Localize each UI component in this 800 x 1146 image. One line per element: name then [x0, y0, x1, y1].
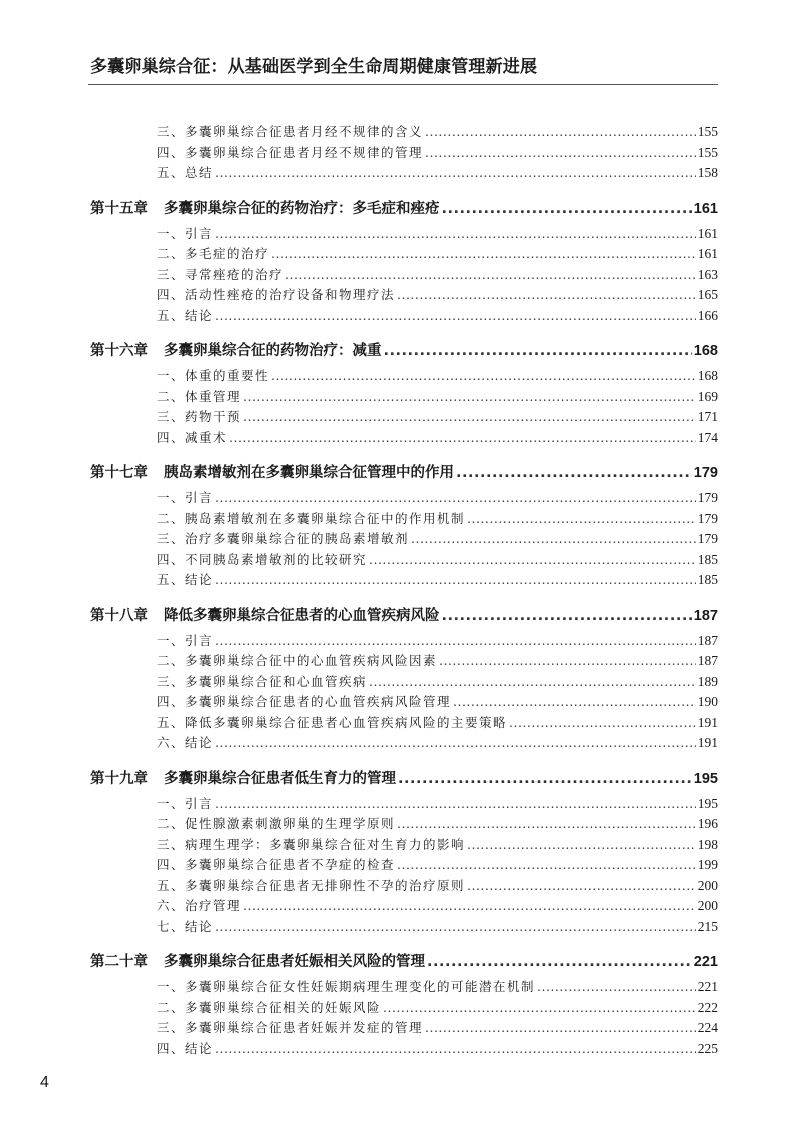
section-label: 三、药物干预	[157, 409, 242, 424]
section-page-number: 224	[697, 1020, 718, 1035]
toc-section-entry[interactable]	[90, 122, 718, 143]
chapter-page-number: 161	[693, 200, 718, 217]
section-label: 二、多毛症的治疗	[157, 246, 270, 261]
chapter-number: 第十五章	[90, 200, 148, 217]
section-label: 四、活动性痤疮的治疗设备和物理疗法	[157, 287, 396, 302]
section-label: 一、引言	[157, 490, 214, 505]
toc-section-entry[interactable]	[90, 529, 718, 550]
section-label: 三、寻常痤疮的治疗	[157, 266, 284, 282]
section-page-number: 179	[697, 531, 718, 546]
section-label: 三、多囊卵巢综合征患者妊娠并发症的管理	[157, 1020, 424, 1035]
toc-section-entry[interactable]	[90, 855, 718, 876]
section-label: 五、降低多囊卵巢综合征患者心血管疾病风险的主要策略	[157, 714, 508, 730]
section-label: 二、多囊卵巢综合征中的心血管疾病风险因素	[157, 653, 438, 668]
section-label: 四、多囊卵巢综合征患者不孕症的检查	[157, 857, 396, 872]
chapter-block	[90, 947, 718, 1059]
dot-leader	[369, 550, 696, 571]
toc-section-entry[interactable]	[90, 896, 718, 917]
dot-leader	[215, 794, 696, 815]
chapter-block	[90, 601, 718, 754]
toc-section-entry[interactable]	[90, 550, 718, 571]
section-label: 四、结论	[157, 1040, 214, 1056]
section-page-number: 200	[697, 898, 718, 913]
toc-section-entry[interactable]	[90, 917, 718, 938]
chapter-number: 第二十章	[90, 954, 148, 970]
section-label: 五、结论	[157, 307, 214, 323]
section-label: 四、多囊卵巢综合征患者月经不规律的管理	[157, 144, 424, 160]
toc-chapter-entry[interactable]	[90, 458, 718, 488]
section-label: 二、胰岛素增敏剂在多囊卵巢综合征中的作用机制	[157, 510, 466, 526]
section-label: 三、治疗多囊卵巢综合征的胰岛素增敏剂	[157, 531, 410, 546]
chapter-title: 降低多囊卵巢综合征患者的心血管疾病风险	[164, 607, 440, 624]
toc-section-entry[interactable]	[90, 692, 718, 713]
toc-chapter-entry[interactable]	[90, 194, 718, 224]
section-page-number: 158	[697, 165, 718, 180]
header-rule	[88, 84, 718, 85]
dot-leader	[425, 143, 696, 164]
section-page-number: 215	[697, 918, 718, 934]
section-page-number: 174	[697, 429, 718, 445]
section-page-number: 169	[697, 388, 718, 404]
section-page-number: 198	[697, 836, 718, 852]
toc-section-entry[interactable]	[90, 977, 718, 998]
toc-section-entry[interactable]	[90, 733, 718, 754]
section-page-number: 196	[697, 816, 718, 831]
chapter-block	[90, 458, 718, 591]
chapter-page-number: 179	[693, 465, 718, 481]
toc-section-entry[interactable]	[90, 835, 718, 856]
section-label: 五、总结	[157, 165, 214, 180]
section-page-number: 189	[697, 673, 718, 689]
section-page-number: 187	[697, 632, 718, 648]
section-page-number: 168	[697, 368, 718, 383]
dot-leader	[384, 336, 692, 366]
section-label: 五、结论	[157, 572, 214, 587]
dot-leader	[425, 122, 696, 143]
section-page-number: 155	[697, 144, 718, 160]
section-page-number: 185	[697, 572, 718, 587]
toc-section-entry[interactable]	[90, 570, 718, 591]
dot-leader	[537, 977, 696, 998]
toc-section-entry[interactable]	[90, 224, 718, 245]
dot-leader	[215, 1039, 696, 1060]
dot-leader	[215, 631, 696, 652]
dot-leader	[442, 194, 692, 224]
toc-section-entry[interactable]	[90, 509, 718, 530]
toc-section-entry[interactable]	[90, 713, 718, 734]
chapter-number: 第十六章	[90, 343, 148, 359]
dot-leader	[442, 601, 692, 631]
toc-chapter-entry[interactable]	[90, 601, 718, 631]
section-label: 一、多囊卵巢综合征女性妊娠期病理生理变化的可能潜在机制	[157, 979, 536, 994]
dot-leader	[369, 672, 696, 693]
section-page-number: 222	[697, 999, 718, 1015]
toc-section-entry[interactable]	[90, 631, 718, 652]
dot-leader	[453, 692, 696, 713]
dot-leader	[456, 458, 692, 488]
toc-section-entry[interactable]	[90, 998, 718, 1019]
toc-section-entry[interactable]	[90, 651, 718, 672]
chapter-block	[90, 336, 718, 448]
section-label: 四、减重术	[157, 429, 228, 445]
dot-leader	[215, 488, 696, 509]
chapter-page-number: 168	[693, 343, 718, 359]
dot-leader	[271, 366, 696, 387]
dot-leader	[383, 998, 696, 1019]
dot-leader	[398, 764, 692, 794]
dot-leader	[215, 306, 696, 327]
chapter-title: 多囊卵巢综合征患者低生育力的管理	[164, 770, 396, 787]
dot-leader	[467, 876, 696, 897]
dot-leader	[397, 855, 696, 876]
dot-leader	[229, 428, 696, 449]
table-of-contents	[90, 122, 718, 1059]
toc-chapter-entry[interactable]	[90, 947, 718, 977]
toc-chapter-entry[interactable]	[90, 336, 718, 366]
toc-section-entry[interactable]	[90, 163, 718, 184]
section-page-number: 200	[697, 877, 718, 893]
toc-section-entry[interactable]	[90, 1039, 718, 1060]
dot-leader	[243, 407, 696, 428]
toc-section-entry[interactable]	[90, 244, 718, 265]
dot-leader	[215, 917, 696, 938]
section-page-number: 179	[697, 490, 718, 505]
section-page-number: 179	[697, 510, 718, 526]
section-page-number: 191	[697, 735, 718, 750]
dot-leader	[425, 1018, 696, 1039]
chapter-page-number: 187	[693, 607, 718, 624]
section-page-number: 225	[697, 1040, 718, 1056]
chapter-page-number: 221	[693, 954, 718, 970]
section-label: 六、治疗管理	[157, 898, 242, 913]
section-page-number: 161	[697, 246, 718, 261]
section-page-number: 195	[697, 795, 718, 811]
section-page-number: 191	[697, 714, 718, 730]
toc-section-entry[interactable]	[90, 285, 718, 306]
chapter-block	[90, 194, 718, 327]
toc-section-entry[interactable]	[90, 488, 718, 509]
toc-chapter-entry[interactable]	[90, 764, 718, 794]
section-label: 三、多囊卵巢综合征患者月经不规律的含义	[157, 124, 424, 139]
dot-leader	[243, 387, 696, 408]
dot-leader	[509, 713, 696, 734]
dot-leader	[215, 163, 696, 184]
section-page-number: 165	[697, 287, 718, 302]
section-label: 二、促性腺激素刺激卵巢的生理学原则	[157, 816, 396, 831]
dot-leader	[439, 651, 696, 672]
chapter-title: 多囊卵巢综合征的药物治疗：多毛症和痤疮	[164, 200, 440, 217]
section-label: 五、多囊卵巢综合征患者无排卵性不孕的治疗原则	[157, 877, 466, 893]
toc-section-entry[interactable]	[90, 387, 718, 408]
section-page-number: 199	[697, 857, 718, 872]
section-label: 三、多囊卵巢综合征和心血管疾病	[157, 673, 368, 689]
dot-leader	[397, 285, 696, 306]
toc-section-entry[interactable]	[90, 366, 718, 387]
section-label: 二、体重管理	[157, 388, 242, 404]
chapter-number: 第十七章	[90, 465, 148, 481]
section-page-number: 190	[697, 694, 718, 709]
section-label: 七、结论	[157, 918, 214, 934]
chapter-title: 多囊卵巢综合征的药物治疗：减重	[164, 343, 382, 359]
section-label: 六、结论	[157, 735, 214, 750]
dot-leader	[285, 265, 696, 286]
dot-leader	[215, 733, 696, 754]
toc-section-entry[interactable]	[90, 876, 718, 897]
dot-leader	[467, 835, 696, 856]
dot-leader	[427, 947, 692, 977]
toc-section-entry[interactable]	[90, 672, 718, 693]
section-label: 一、引言	[157, 795, 214, 811]
chapter-title: 胰岛素增敏剂在多囊卵巢综合征管理中的作用	[164, 465, 454, 481]
toc-section-entry[interactable]	[90, 428, 718, 449]
section-page-number: 155	[697, 124, 718, 139]
toc-section-entry[interactable]	[90, 1018, 718, 1039]
continued-sections	[90, 122, 718, 184]
toc-section-entry[interactable]	[90, 143, 718, 164]
section-label: 三、病理生理学：多囊卵巢综合征对生育力的影响	[157, 836, 466, 852]
chapter-number: 第十九章	[90, 770, 148, 787]
section-label: 一、引言	[157, 225, 214, 241]
dot-leader	[215, 570, 696, 591]
toc-section-entry[interactable]	[90, 306, 718, 327]
section-page-number: 185	[697, 551, 718, 567]
dot-leader	[411, 529, 696, 550]
section-label: 一、体重的重要性	[157, 368, 270, 383]
dot-leader	[271, 244, 696, 265]
chapter-number: 第十八章	[90, 607, 148, 624]
toc-section-entry[interactable]	[90, 265, 718, 286]
dot-leader	[243, 896, 696, 917]
dot-leader	[215, 224, 696, 245]
section-page-number: 171	[697, 409, 718, 424]
dot-leader	[467, 509, 696, 530]
section-label: 四、不同胰岛素增敏剂的比较研究	[157, 551, 368, 567]
running-header: 多囊卵巢综合征：从基础医学到全生命周期健康管理新进展	[90, 57, 538, 77]
section-label: 一、引言	[157, 632, 214, 648]
section-page-number: 161	[697, 225, 718, 241]
toc-section-entry[interactable]	[90, 407, 718, 428]
section-label: 四、多囊卵巢综合征患者的心血管疾病风险管理	[157, 694, 452, 709]
toc-section-entry[interactable]	[90, 814, 718, 835]
section-page-number: 187	[697, 653, 718, 668]
section-page-number: 166	[697, 307, 718, 323]
chapter-page-number: 195	[693, 770, 718, 787]
section-page-number: 163	[697, 266, 718, 282]
page-number: 4	[40, 1074, 49, 1091]
section-page-number: 221	[697, 979, 718, 994]
toc-section-entry[interactable]	[90, 794, 718, 815]
chapter-block	[90, 764, 718, 938]
dot-leader	[397, 814, 696, 835]
chapter-title: 多囊卵巢综合征患者妊娠相关风险的管理	[164, 954, 425, 970]
section-label: 二、多囊卵巢综合征相关的妊娠风险	[157, 999, 382, 1015]
